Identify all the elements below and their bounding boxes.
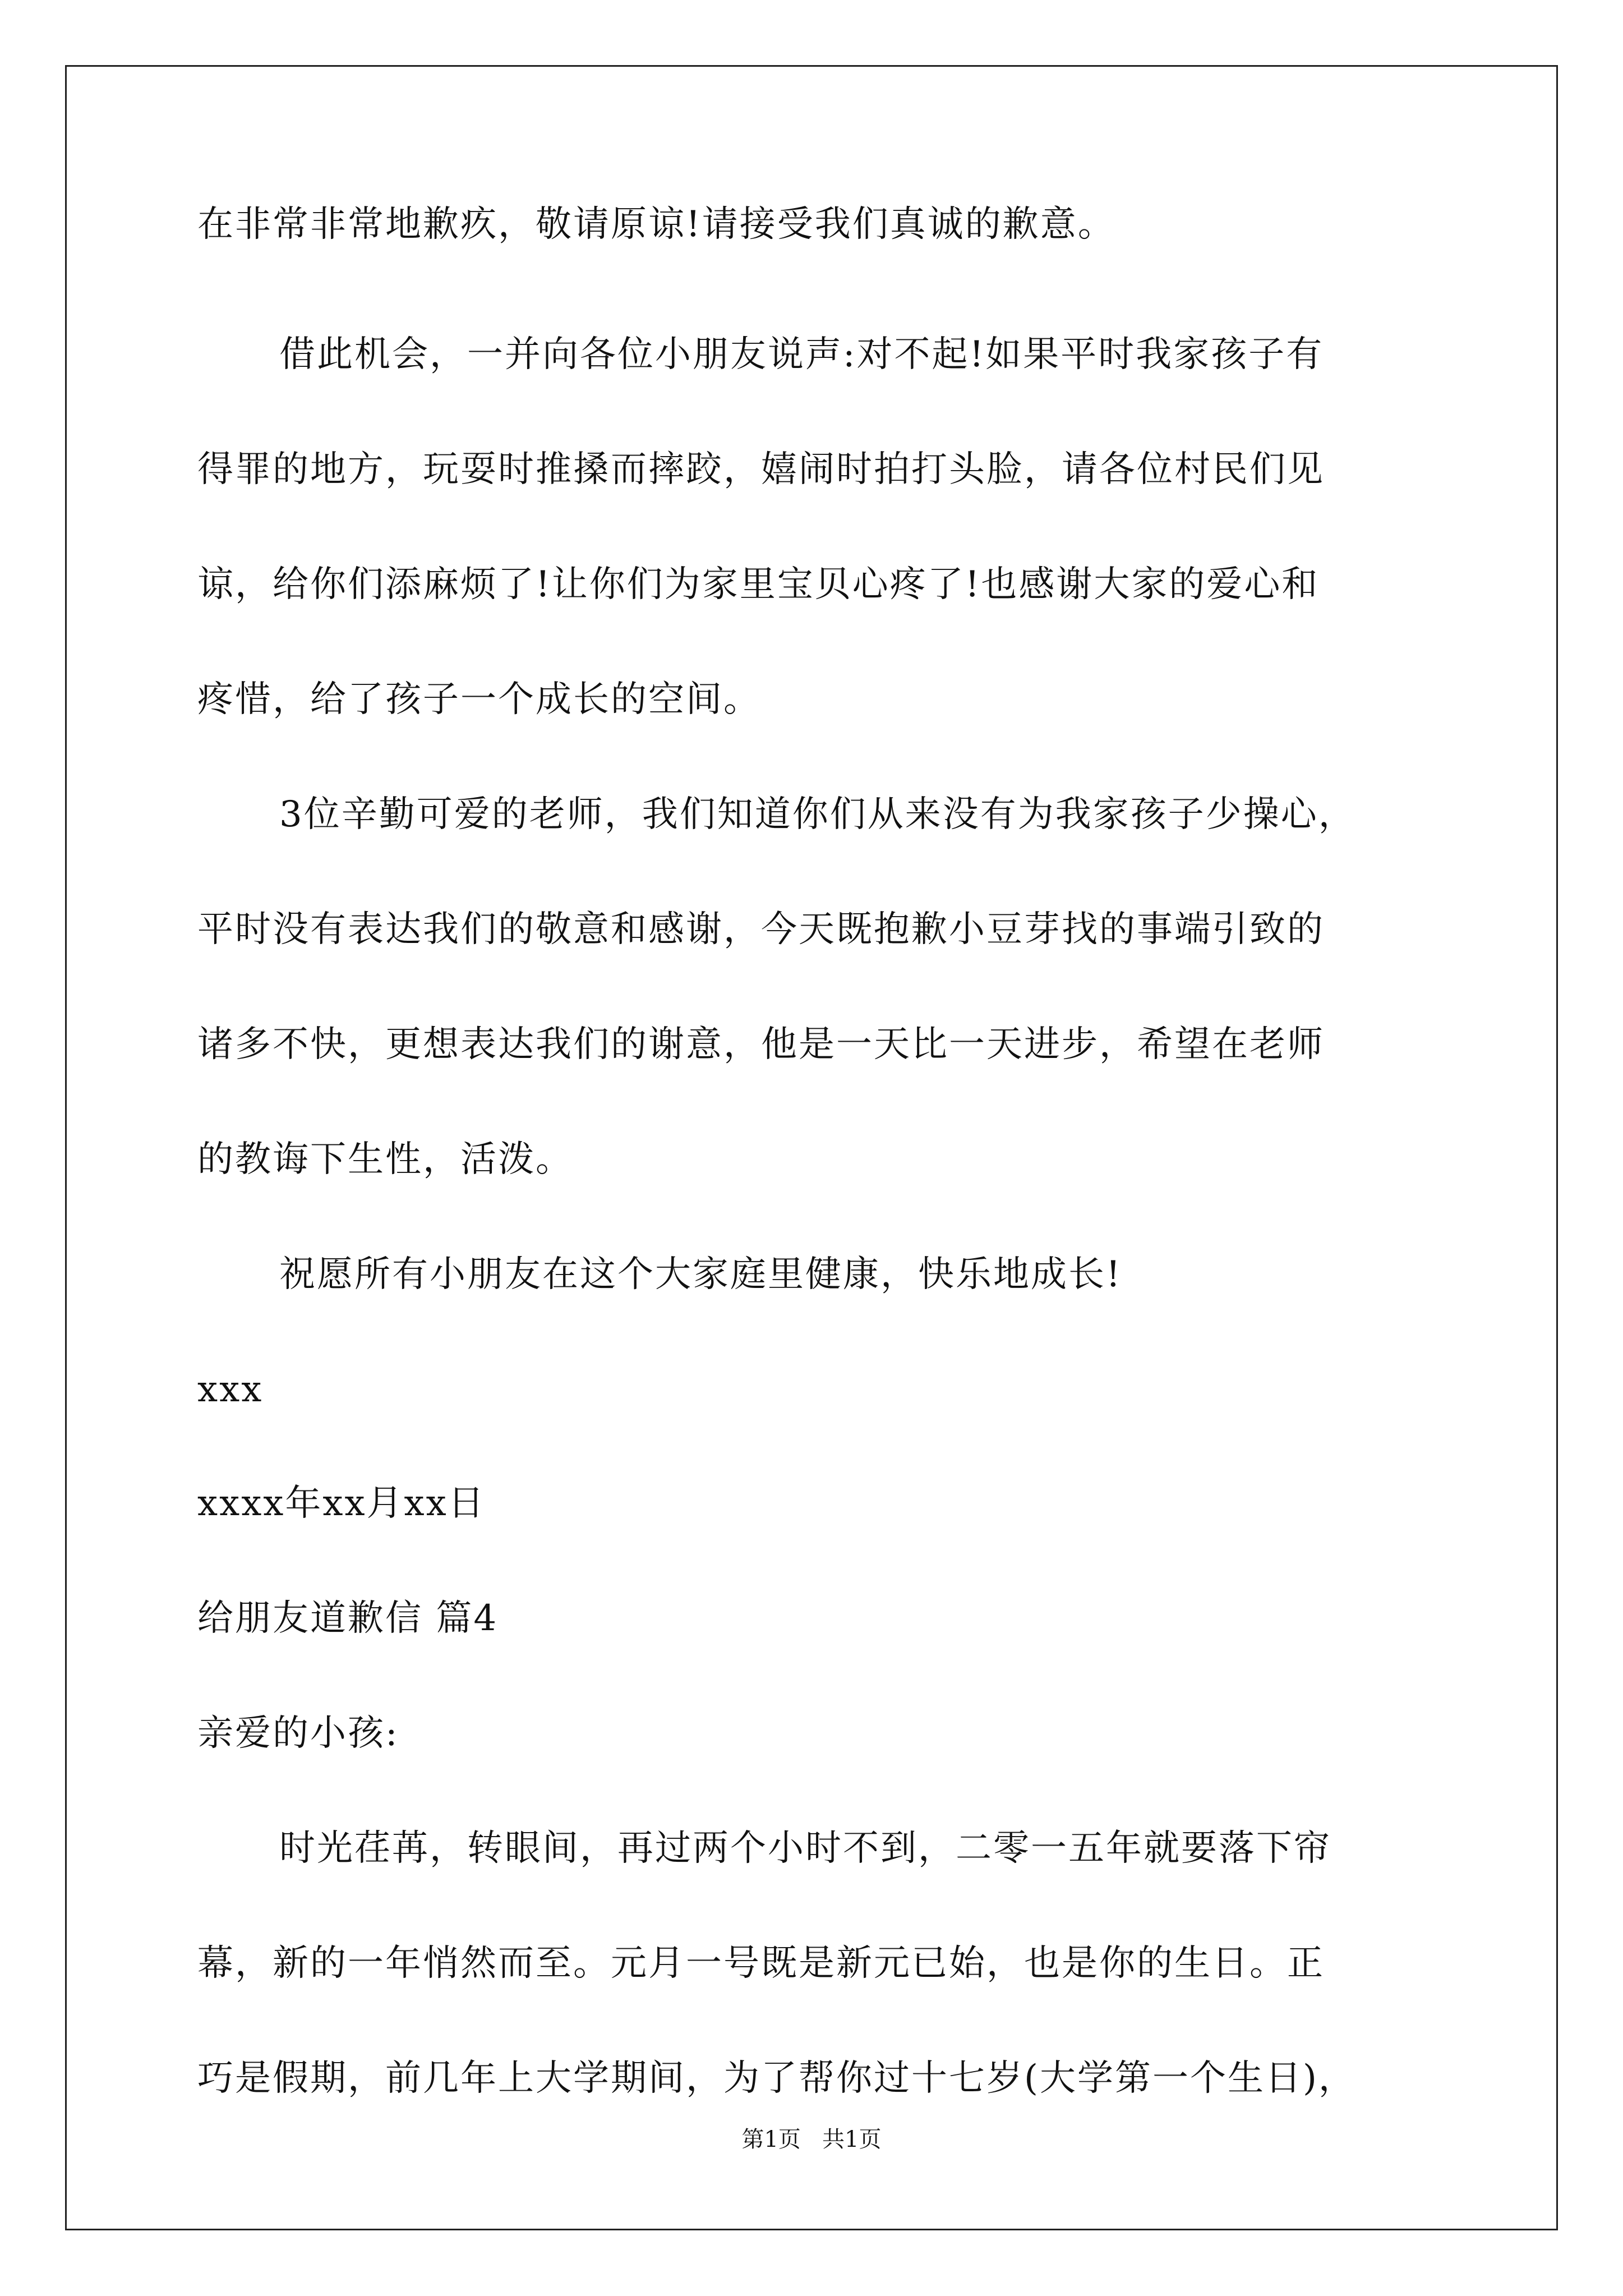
salutation: 亲爱的小孩: (197, 1713, 399, 1754)
paragraph-line: 诸多不快，更想表达我们的谢意，他是一天比一天进步，希望在老师 (197, 1024, 1325, 1065)
date-line: xxxx年xx月xx日 (197, 1483, 486, 1524)
paragraph-line: 疼惜，给了孩子一个成长的空间。 (197, 679, 761, 720)
section-heading: 给朋友道歉信 篇4 (197, 1598, 499, 1639)
paragraph-line: 得罪的地方，玩耍时推搡而摔跤，嬉闹时拍打头脸，请各位村民们见 (197, 449, 1325, 490)
paragraph-line: 3位辛勤可爱的老师，我们知道你们从来没有为我家孩子少操心， (279, 794, 1356, 835)
paragraph-line: 的教诲下生性，活泼。 (197, 1139, 573, 1180)
paragraph-line: 借此机会，一并向各位小朋友说声:对不起!如果平时我家孩子有 (279, 334, 1324, 375)
paragraph-line: 时光荏苒，转眼间，再过两个小时不到，二零一五年就要落下帘 (279, 1828, 1331, 1869)
paragraph-line: 幕，新的一年悄然而至。元月一号既是新元已始，也是你的生日。正 (197, 1943, 1325, 1984)
page-number: 第1页 共1页 (741, 2127, 882, 2152)
paragraph-line: 谅，给你们添麻烦了!让你们为家里宝贝心疼了!也感谢大家的爱心和 (197, 564, 1320, 605)
paragraph-line: 巧是假期，前几年上大学期间，为了帮你过十七岁(大学第一个生日)， (197, 2058, 1356, 2099)
paragraph-line: 平时没有表达我们的敬意和感谢，今天既抱歉小豆芽找的事端引致的 (197, 909, 1325, 950)
paragraph-line: 祝愿所有小朋友在这个大家庭里健康，快乐地成长! (279, 1254, 1122, 1295)
paragraph-line: 在非常非常地歉疚，敬请原谅!请接受我们真诚的歉意。 (197, 204, 1115, 245)
signature: xxx (197, 1369, 264, 1410)
